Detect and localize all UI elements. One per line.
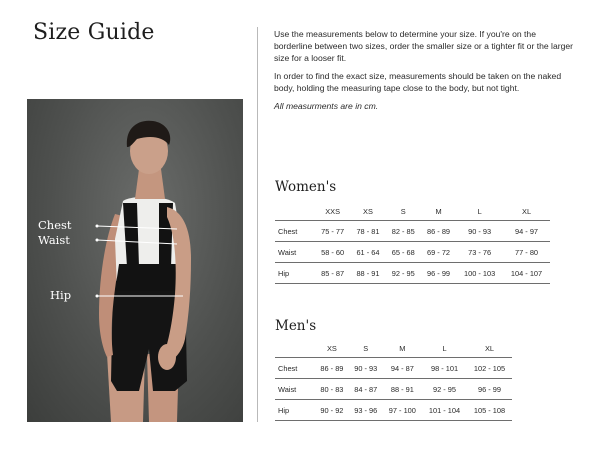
table-row — [275, 400, 512, 421]
intro-text — [274, 28, 574, 118]
table-cell: 80 - 83 — [315, 379, 349, 400]
header-cell: XL — [522, 206, 532, 216]
row-label: Hip — [275, 263, 315, 284]
table-cell: 96 - 99 — [421, 263, 456, 284]
table-cell: 90 - 93 — [349, 358, 383, 379]
table-cell: 92 - 95 — [386, 263, 421, 284]
model-photo — [27, 99, 243, 422]
table-cell: 73 - 76 — [456, 242, 503, 263]
table-cell: 65 - 68 — [386, 242, 421, 263]
table-cell: 84 - 87 — [349, 379, 383, 400]
table-row — [275, 358, 512, 379]
hip-label: Hip — [50, 288, 72, 302]
table-cell: 86 - 89 — [421, 221, 456, 242]
table-cell: 101 - 104 — [422, 400, 467, 421]
chest-label: Chest — [38, 218, 72, 232]
table-cell: 98 - 101 — [422, 358, 467, 379]
header-cell: XXS — [325, 206, 341, 216]
table-cell: 94 - 87 — [383, 358, 422, 379]
model-figure — [27, 99, 243, 422]
row-label: Waist — [275, 242, 315, 263]
womens-size-table — [275, 202, 550, 284]
header-cell: M — [435, 206, 442, 216]
header-cell — [275, 202, 315, 221]
mens-title: Men's — [275, 318, 317, 334]
row-label: Hip — [275, 400, 315, 421]
intro-paragraph-1: Use the measurements below to determine your size. If you're on the borderline between two sizes, order the smaller size or a tighter fit or the larger size for a looser fit. — [274, 29, 574, 63]
table-cell: 96 - 99 — [467, 379, 512, 400]
row-label: Chest — [275, 221, 315, 242]
table-header-row — [275, 202, 550, 221]
table-cell: 102 - 105 — [467, 358, 512, 379]
table-cell: 100 - 103 — [456, 263, 503, 284]
table-cell: 105 - 108 — [467, 400, 512, 421]
header-cell: M — [399, 343, 406, 353]
table-cell: 92 - 95 — [422, 379, 467, 400]
table-cell: 86 - 89 — [315, 358, 349, 379]
table-cell: 58 - 60 — [315, 242, 350, 263]
table-cell: 90 - 93 — [456, 221, 503, 242]
table-cell: 78 - 81 — [350, 221, 385, 242]
table-row — [275, 379, 512, 400]
table-cell: 93 - 96 — [349, 400, 383, 421]
table-cell: 97 - 100 — [383, 400, 422, 421]
table-cell: 61 - 64 — [350, 242, 385, 263]
table-cell: 90 - 92 — [315, 400, 349, 421]
header-cell — [275, 339, 315, 358]
table-cell: 94 - 97 — [503, 221, 550, 242]
table-row — [275, 242, 550, 263]
units-note: All measurments are in cm. — [274, 101, 379, 111]
table-cell: 82 - 85 — [386, 221, 421, 242]
table-cell: 104 - 107 — [503, 263, 550, 284]
table-header-row — [275, 339, 512, 358]
table-row — [275, 263, 550, 284]
womens-title: Women's — [275, 179, 337, 195]
header-cell: S — [363, 343, 369, 353]
table-cell: 77 - 80 — [503, 242, 550, 263]
vertical-divider — [257, 27, 258, 422]
header-cell: XS — [326, 343, 337, 353]
header-cell: XS — [363, 206, 373, 216]
waist-label: Waist — [38, 233, 70, 247]
table-row — [275, 221, 550, 242]
header-cell: S — [400, 206, 406, 216]
page-title: Size Guide — [33, 20, 155, 45]
mens-size-table — [275, 339, 512, 421]
header-cell: L — [477, 206, 482, 216]
table-cell: 75 - 77 — [315, 221, 350, 242]
table-cell: 85 - 87 — [315, 263, 350, 284]
table-cell: 69 - 72 — [421, 242, 456, 263]
table-cell: 88 - 91 — [350, 263, 385, 284]
row-label: Waist — [275, 379, 315, 400]
header-cell: L — [442, 343, 447, 353]
intro-paragraph-2: In order to find the exact size, measurements should be taken on the naked body, holding the measuring tape close to the body, but not tight. — [274, 71, 562, 93]
table-cell: 88 - 91 — [383, 379, 422, 400]
row-label: Chest — [275, 358, 315, 379]
header-cell: XL — [484, 343, 495, 353]
